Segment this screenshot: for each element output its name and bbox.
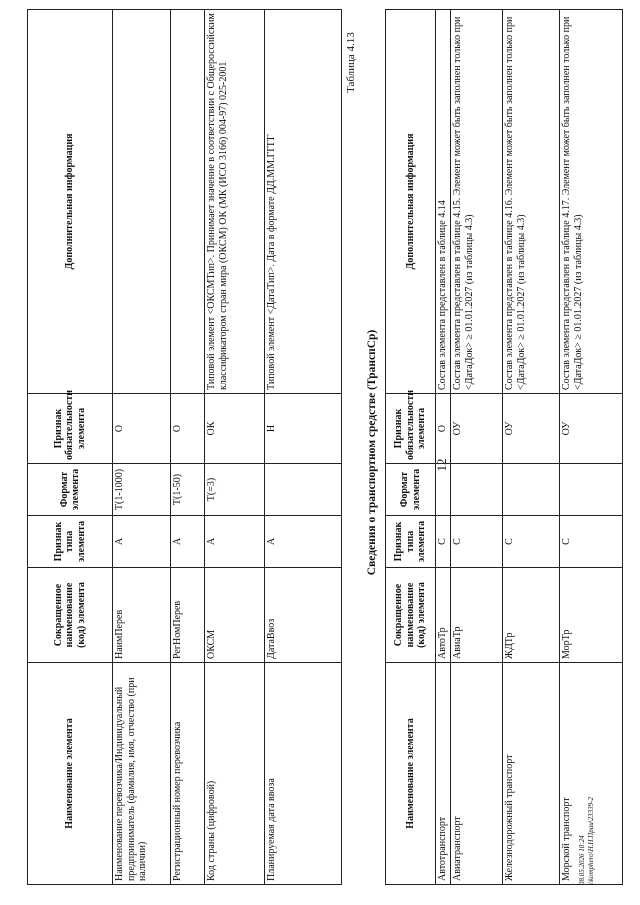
table-cell: Состав элемента представлен в таблице 4.14 — [436, 10, 451, 394]
table-cell: А — [265, 516, 342, 568]
table-cell: Типовой элемент <ОКСМТип>. Принимает значение в соответствии с Общероссийским классификатором стран мира (ОКСМ) ОК (МК (ИСО 3166) 004-97) 025-2001 — [205, 10, 265, 394]
table-cell: А — [113, 516, 171, 568]
table-cell: Автотранспорт — [436, 663, 451, 885]
table-cell: Состав элемента представлен в таблице 4.16. Элемент может быть заполнен только при <ДатаДок> ≥ 01.01.2027 (из таблицы 4.3) — [503, 10, 560, 394]
table-cell: Состав элемента представлен в таблице 4.15. Элемент может быть заполнен только при <ДатаДок> ≥ 01.01.2027 (из таблицы 4.3) — [451, 10, 503, 394]
header-cell: Признак типа элемента — [28, 516, 113, 568]
table-cell — [436, 464, 451, 516]
table-cell: О — [113, 394, 171, 464]
table-cell: T(=3) — [205, 464, 265, 516]
table-header-row — [386, 10, 436, 885]
table-cell: ОУ — [560, 394, 623, 464]
table-title: Сведения о транспортном средстве (ТранспСр) — [366, 329, 378, 576]
header-cell: Признак обязательности элемента — [386, 394, 436, 464]
file-path: \\komphero\Н.Н.Праи\23339-2 — [586, 796, 595, 885]
header-cell: Наименование элемента — [28, 663, 113, 885]
table-cell: Морской транспорт — [560, 663, 623, 885]
table-cell: АвиаТр — [451, 568, 503, 663]
table-cell — [113, 10, 171, 394]
table-cell: РегНомПерев — [171, 568, 205, 663]
table-cell: А — [171, 516, 205, 568]
table-cell: Планируемая дата ввоза — [265, 663, 342, 885]
table-cell — [451, 464, 503, 516]
table-cell: Н — [265, 394, 342, 464]
table-row — [436, 10, 451, 885]
table-cell: Типовой элемент <ДатаТип>. Дата в формате ДД.ММ.ГГГГ — [265, 10, 342, 394]
table-cell: О — [171, 394, 205, 464]
table-header-row — [28, 10, 113, 885]
print-stamp — [578, 796, 595, 885]
table-cell: О — [436, 394, 451, 464]
table-cell: ДатаВвоз — [265, 568, 342, 663]
table-cell — [171, 10, 205, 394]
table-cell — [265, 464, 342, 516]
table-cell: С — [503, 516, 560, 568]
table-cell: С — [436, 516, 451, 568]
table-row — [560, 10, 623, 885]
table-cell: АвтоТр — [436, 568, 451, 663]
table-cell: Код страны (цифровой) — [205, 663, 265, 885]
table-row — [265, 10, 342, 885]
header-cell: Признак типа элемента — [386, 516, 436, 568]
print-date: 08.05.2026 10:24 — [578, 835, 586, 885]
table-cell: T(1-50) — [171, 464, 205, 516]
table-row — [451, 10, 503, 885]
carrier-table — [27, 9, 342, 885]
table-label: Таблица 4.13 — [345, 32, 357, 93]
header-cell: Признак обязательности элемента — [28, 394, 113, 464]
table-cell: ОК — [205, 394, 265, 464]
table-row — [503, 10, 560, 885]
table-cell: ОУ — [503, 394, 560, 464]
header-cell: Формат элемента — [386, 464, 436, 516]
table-cell — [503, 464, 560, 516]
transport-table — [385, 9, 623, 885]
table-cell: ОКСМ — [205, 568, 265, 663]
table-cell: НаимПерев — [113, 568, 171, 663]
table-cell: МорТр — [560, 568, 623, 663]
header-cell: Дополнительная информация — [386, 10, 436, 394]
table-cell: Наименование перевозчика/Индивидуальный предприниматель (фамилия, имя, отчество (при наличии) — [113, 663, 171, 885]
table-cell: С — [451, 516, 503, 568]
table-cell — [560, 464, 623, 516]
header-cell: Наименование элемента — [386, 663, 436, 885]
table-cell: ОУ — [451, 394, 503, 464]
table-row — [171, 10, 205, 885]
table-cell: T(1-1000) — [113, 464, 171, 516]
header-cell: Дополнительная информация — [28, 10, 113, 394]
table-cell: Железнодорожный транспорт — [503, 663, 560, 885]
header-cell: Сокращенное наименование (код) элемента — [386, 568, 436, 663]
table-cell: ЖДТр — [503, 568, 560, 663]
header-cell: Сокращенное наименование (код) элемента — [28, 568, 113, 663]
table-cell: Регистрационный номер перевозчика — [171, 663, 205, 885]
header-cell: Формат элемента — [28, 464, 113, 516]
table-row — [113, 10, 171, 885]
table-row — [205, 10, 265, 885]
table-cell: Состав элемента представлен в таблице 4.17. Элемент может быть заполнен только при <ДатаДок> ≥ 01.01.2027 (из таблицы 4.3) — [560, 10, 623, 394]
table-cell: С — [560, 516, 623, 568]
table-cell: Авиатранспорт — [451, 663, 503, 885]
table-cell: А — [205, 516, 265, 568]
page-number: 12 — [434, 458, 449, 472]
